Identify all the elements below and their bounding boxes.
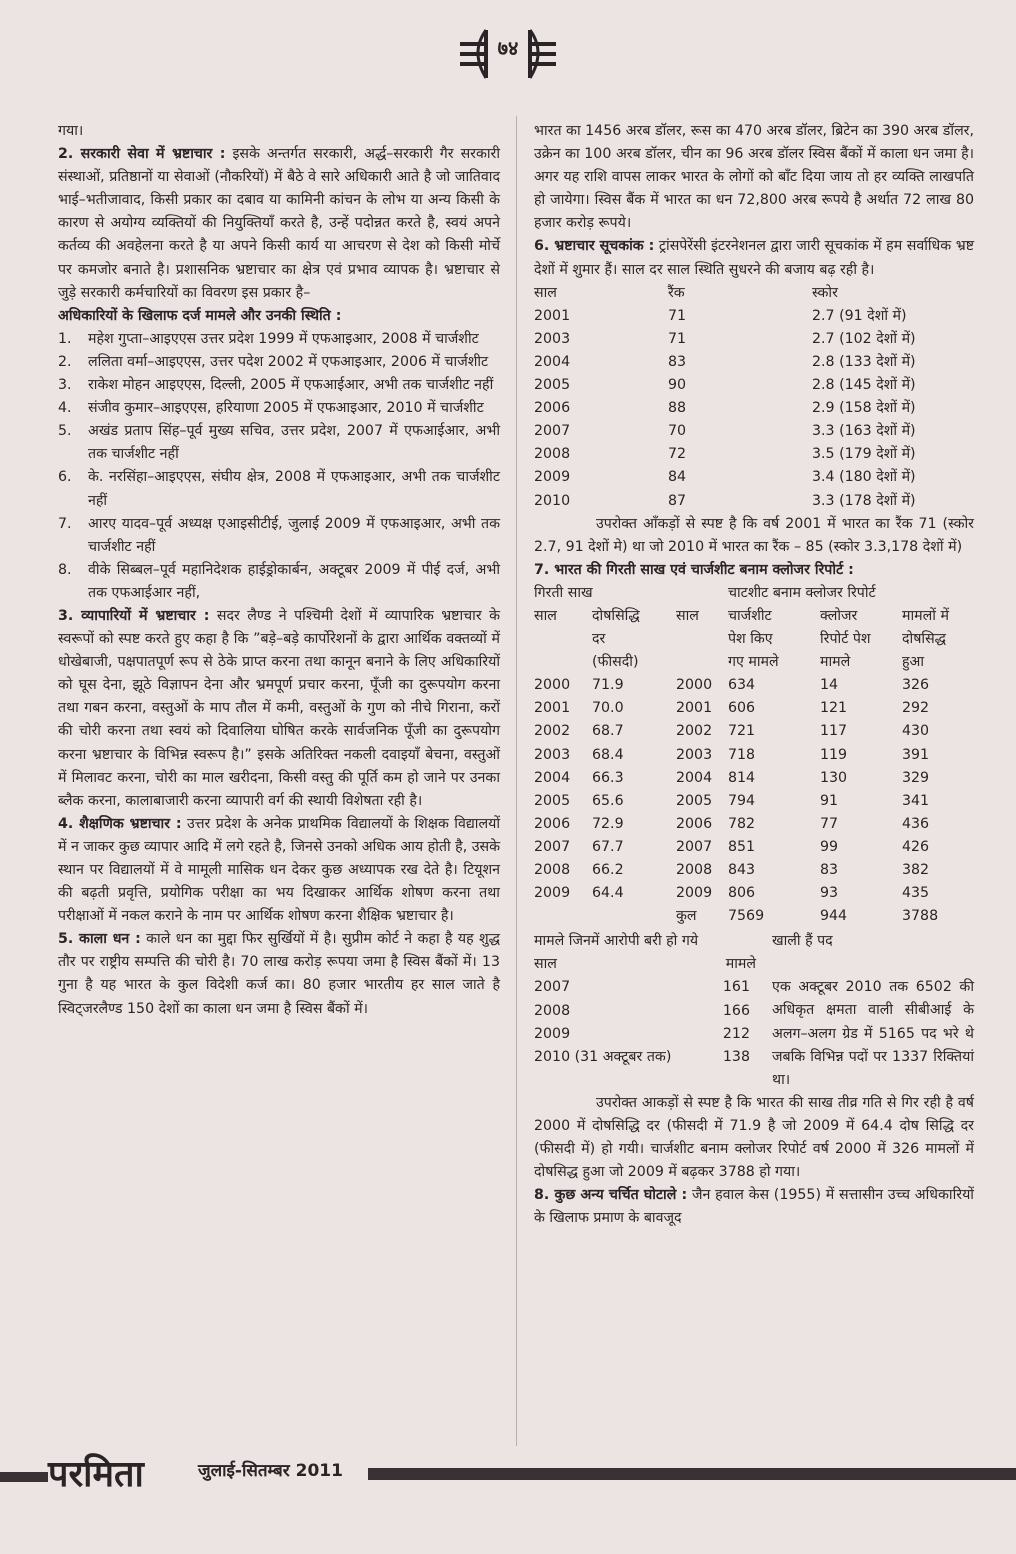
section-7-title: 7. भारत की गिरती साख एवं चार्जशीट बनाम क्लोजर रिपोर्ट : bbox=[534, 561, 854, 578]
table-row: 2010 (31 अक्टूबर तक) 138 bbox=[534, 1048, 750, 1065]
section-5-text: काले धन का मुद्दा फिर सुर्खियों में है। सुप्रीम कोर्ट ने कहा है यह शुद्ध तौर पर राष्ट्रीय सम्पत्ति की चोरी है। 70 लाख करोड़ रूपया जमा है स्विस बैंकों में। 13 गुना है यह भारत के कुल विदेशी कर्ज का। 80 हजार भारतीय हर साल जाते है स्विट्जरलैण्ड 150 देशों का काला धन जमा है स्विस बैंकों में। bbox=[58, 931, 500, 1017]
rank-note: उपरोक्त आँकड़ों से स्पष्ट है कि वर्ष 2001 में भारत का रैंक 71 (स्कोर 2.7, 91 देशों मे) था जो 2010 में भारत का रैंक – 85 (स्कोर 3.3,178 देशों में) bbox=[534, 515, 974, 555]
section-3 bbox=[58, 605, 500, 813]
right-column bbox=[534, 120, 974, 1230]
paragraph-continuation: गया। bbox=[58, 123, 84, 139]
table-row: 2004 83 2.8 (133 देशों में) bbox=[534, 353, 916, 370]
table-row: 2009 64.4 2009 806 93 435 bbox=[534, 885, 930, 902]
section-2 bbox=[58, 143, 500, 305]
acquittal-and-vacancy bbox=[534, 930, 974, 1092]
section-2-title: 2. सरकारी सेवा में भ्रष्टाचार : bbox=[58, 146, 226, 163]
table-row: 2006 88 2.9 (158 देशों में) bbox=[534, 400, 916, 417]
table-row: 2009 84 3.4 (180 देशों में) bbox=[534, 469, 916, 486]
table-total-row: कुल 7569 944 3788 bbox=[676, 908, 939, 925]
table-row: 2005 65.6 2005 794 91 341 bbox=[534, 792, 930, 809]
page-number: ७४ bbox=[497, 36, 519, 60]
table-row: 2004 66.3 2004 814 130 329 bbox=[534, 769, 930, 786]
table-row: 2008 66.2 2008 843 83 382 bbox=[534, 862, 930, 878]
section-4 bbox=[58, 813, 500, 928]
paragraph-black-money: भारत का 1456 अरब डॉलर, रूस का 470 अरब डॉलर, ब्रिटेन का 390 अरब डॉलर, उक्रेन का 100 अरब डॉलर, चीन का 96 अरब डॉलर स्विस बैंकों में काला धन जमा है। अगर यह राशि वापस लाकर भारत के लोगों को बाँट दिया जाय तो हर व्यक्ति लाखपति हो जायेगा। स्विस बैंक में भारत का धन 72,800 अरब रूपये है अर्थात 72 लाख 80 हजार करोड़ रूपये। bbox=[534, 123, 974, 232]
table-row: 2001 70.0 2001 606 121 292 bbox=[534, 700, 930, 717]
acquittal-block bbox=[534, 930, 772, 1092]
table-row: 2007 161 bbox=[534, 979, 750, 996]
conviction-table bbox=[534, 582, 974, 928]
table-row: 2008 166 bbox=[534, 1002, 750, 1019]
table-row: 2005 90 2.8 (145 देशों में) bbox=[534, 377, 916, 394]
table-header-row: साल मामले bbox=[534, 956, 756, 973]
vacancy-text: एक अक्टूबर 2010 तक 6502 की अधिकृत क्षमता वाली सीबीआई के अलग–अलग ग्रेड में 5165 पद भरे थे जबकि विभिन्न पदों पर 1337 रिक्तियां था। bbox=[772, 979, 974, 1088]
left-column bbox=[58, 120, 500, 1021]
table-row: 2003 71 2.7 (102 देशों में) bbox=[534, 330, 916, 347]
footer-bar-left bbox=[0, 1472, 48, 1482]
table-row: 2007 70 3.3 (163 देशों में) bbox=[534, 423, 916, 440]
table-header-row: (फीसदी) गए मामले मामले हुआ bbox=[592, 654, 925, 671]
page-header bbox=[0, 22, 1016, 82]
section-6-title: 6. भ्रष्टाचार सूचकांक : bbox=[534, 238, 655, 255]
page-footer bbox=[0, 1448, 1016, 1508]
table-group-header: गिरती साख चाटशीट बनाम क्लोजर रिपोर्ट bbox=[534, 584, 876, 601]
acquittal-heading: मामले जिनमें आरोपी बरी हो गये bbox=[534, 933, 699, 950]
table-header-row: साल दोषसिद्धि साल चार्जशीट क्लोजर मामलों में bbox=[534, 607, 949, 624]
vacancy-block bbox=[772, 930, 974, 1092]
section-4-title: 4. शैक्षणिक भ्रष्टाचार : bbox=[58, 815, 182, 832]
section-8-title: 8. कुछ अन्य चर्चित घोटाले : bbox=[534, 1187, 688, 1204]
list-item: 4. संजीव कुमार–आइएएस, हरियाणा 2005 में एफआइआर, 2010 में चार्जशीट bbox=[58, 400, 484, 417]
section-5-title: 5. काला धन : bbox=[58, 931, 141, 948]
corruption-index-table bbox=[534, 282, 974, 513]
issue-date: जुलाई-सितम्बर 2011 bbox=[198, 1461, 343, 1481]
table-row: 2010 87 3.3 (178 देशों में) bbox=[534, 492, 916, 509]
acquittal-table bbox=[534, 953, 756, 1068]
list-item: 8. वीके सिब्बल–पूर्व महानिदेशक हाईड्रोकार्बन, अक्टूबर 2009 में पीई दर्ज, अभी तक एफआईआर नहीं, bbox=[58, 561, 500, 601]
table-row: 2008 72 3.5 (179 देशों में) bbox=[534, 446, 916, 463]
list-item: 2. ललिता वर्मा–आइएएस, उत्तर पदेश 2002 में एफआइआर, 2006 में चार्जशीट bbox=[58, 353, 489, 370]
section-8-text: जैन हवाल केस (1955) में सत्तासीन उच्च अधिकारियों के खिलाफ प्रमाण के बावजूद bbox=[534, 1187, 974, 1227]
section-3-text: सदर लैण्ड ने पश्चिमी देशों में व्यापारिक भ्रष्टाचार के स्वरूपों को स्पष्ट करते हुए कहा है कि ”बड़े–बड़े कार्पोरेशनों के द्वारा आर्थिक वक्तव्यों में धोखेबाजी, पक्षपातपूर्ण रूप से ठेके प्राप्त करना तथा कानून बनाने के लिए अधिकारियों को घूस देना, झूठे विज्ञापन देना और भ्रमपूर्ण प्रचार करना, पूँजी का दुरूपयोग करना तथा गबन करना, वस्तुओं के माप तौल में कमी, वस्तुओं के गुण को नीचे गिराना, करों की चोरी करना तथा स्वयं को दिवालिया घोषित करके सार्वजनिक पूँजी का दुरूपयोग करना भ्रष्टाचार के विभिन्न स्वरूप है।” इसके अतिरिक्त नकली दवाइयाँ बेचना, वस्तुओं में मिलावट करना, चोरी का माल खरीदना, किसी वस्तु की पूर्ति कम हो जाने पर उनका ब्लैक करना, कालाबाजारी करना व्यापारी वर्ग की स्थायी विशेषता रही है। bbox=[58, 607, 501, 809]
table-row: 2009 212 bbox=[534, 1025, 750, 1042]
magazine-logo: परमिता bbox=[48, 1453, 144, 1495]
table-row: 2001 71 2.7 (91 देशों में) bbox=[534, 307, 907, 324]
vacancy-heading: खाली हैं पद bbox=[772, 933, 833, 950]
list-item: 5. अखंड प्रताप सिंह–पूर्व मुख्य सचिव, उत्तर प्रदेश, 2007 में एफआईआर, अभी तक चार्जशीट नहीं bbox=[58, 423, 500, 463]
table-row: 2000 71.9 2000 634 14 326 bbox=[534, 677, 930, 694]
section-6 bbox=[534, 235, 974, 281]
section-6-text: ट्रांसपेरेंसी इंटरनेशनल द्वारा जारी सूचकांक में हम सर्वाधिक भ्रष्ट देशों में शुमार हैं। साल दर साल स्थिति सुधरने की बजाय बढ़ रही है। bbox=[534, 238, 974, 278]
list-item: 3. राकेश मोहन आइएएस, दिल्ली, 2005 में एफआईआर, अभी तक चार्जशीट नहीं bbox=[58, 377, 494, 394]
footer-bar-right bbox=[368, 1468, 1016, 1480]
column-divider bbox=[516, 116, 517, 1446]
conviction-note: उपरोक्त आकड़ों से स्पष्ट है कि भारत की साख तीव्र गति से गिर रही है वर्ष 2000 में दोषसिद्धि दर (फीसदी में 71.9 है जो 2009 में 64.4 दोष सिद्धि दर (फीसदी में) हो गयी। चार्जशीट बनाम क्लोजर रिपोर्ट वर्ष 2000 में 326 मामलों में दोषसिद्ध हुआ जो 2009 में बढ़कर 3788 हो गया। bbox=[534, 1094, 974, 1181]
section-3-title: 3. व्यापारियों में भ्रष्टाचार : bbox=[58, 607, 210, 624]
table-header-row: दर पेश किए रिपोर्ट पेश दोषसिद्ध bbox=[592, 631, 947, 648]
list-item: 1. महेश गुप्ता–आइएएस उत्तर प्रदेश 1999 में एफआइआर, 2008 में चार्जशीट bbox=[58, 330, 479, 347]
table-row: 2006 72.9 2006 782 77 436 bbox=[534, 815, 930, 832]
section-8 bbox=[534, 1184, 974, 1230]
section-5 bbox=[58, 928, 500, 1020]
section-2-text: इसके अन्तर्गत सरकारी, अर्द्ध–सरकारी गैर सरकारी संस्थाओं, प्रतिष्ठानों या सेवाओं (नौकरियों) में बैठे वे सारे अधिकारी आते है जो जातिवाद भाई–भतीजावाद, किसी प्रकार का दबाव या कामिनी कांचन के लोभ या अन्य किसी के कारण से अयोग्य व्यक्तियों की नियुक्तियाँ करते है, उन्हें पदोन्नत करते है, स्वयं अपने कर्तव्य की अवहेलना करते है या अपने किसी कार्य या आचरण से देश को किसी मोर्चे पर कमजोर बनाते है। प्रशासनिक भ्रष्टाचार का क्षेत्र एवं प्रभाव व्यापक है। भ्रष्टाचार से जुड़े सरकारी कर्मचारियों का विवरण इस प्रकार है– bbox=[58, 146, 501, 301]
table-header-row: साल रैंक स्कोर bbox=[534, 284, 838, 301]
list-item: 6. के. नरसिंहा–आइएएस, संघीय क्षेत्र, 2008 में एफआइआर, अभी तक चार्जशीट नहीं bbox=[58, 469, 500, 509]
table-row: 2003 68.4 2003 718 119 391 bbox=[534, 746, 930, 763]
list-item: 7. आरए यादव–पूर्व अध्यक्ष एआइसीटीई, जुलाई 2009 में एफआइआर, अभी तक चार्जशीट नहीं bbox=[58, 515, 500, 555]
table-row: 2002 68.7 2002 721 117 430 bbox=[534, 723, 930, 740]
cases-heading: अधिकारियों के खिलाफ दर्ज मामले और उनकी स्थिति : bbox=[58, 307, 342, 324]
section-4-text: उत्तर प्रदेश के अनेक प्राथमिक विद्यालयों के शिक्षक विद्यालयों में न जाकर कुछ व्यापार आदि में लगे रहते है, जिनसे उनको अधिक आय होती है, उसके स्थान पर विद्यालयों में वे मामूली मासिक धन देकर कुछ अध्यापक रख देते है। टियूशन की बढ़ती प्रवृत्ति, प्रयोगिक परीक्षा का भय दिखाकर आर्थिक शोषण करना तथा परीक्षाओं में नकल कराने के नाम पर आर्थिक शोषण करना शैक्षिक भ्रष्टाचार है। bbox=[58, 815, 500, 925]
table-row: 2007 67.7 2007 851 99 426 bbox=[534, 838, 930, 855]
